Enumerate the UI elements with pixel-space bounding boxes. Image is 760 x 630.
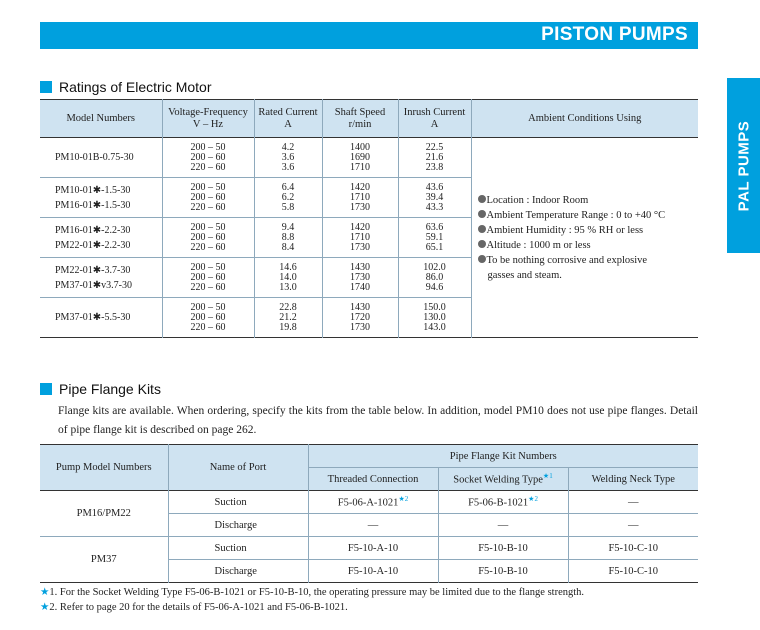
cell-value: 4.2 bbox=[281, 141, 295, 153]
cell-value: 200 – 50 bbox=[190, 261, 226, 273]
ambient-item bbox=[478, 193, 699, 208]
col-kit-numbers: Pipe Flange Kit Numbers bbox=[308, 445, 698, 468]
bullet-dot-icon bbox=[478, 210, 486, 218]
col-shaft-speed bbox=[322, 100, 398, 138]
side-tab-label: PAL PUMPS bbox=[735, 120, 752, 211]
model-number: PM37-01✱v3.7-30 bbox=[55, 279, 132, 291]
ambient-text: Ambient Temperature Range : 0 to +40 °C bbox=[486, 209, 666, 221]
speed-cell bbox=[322, 298, 398, 338]
inrush-cell bbox=[398, 138, 471, 178]
table-row bbox=[40, 138, 698, 178]
ambient-text: Altitude : 1000 m or less bbox=[486, 239, 591, 251]
inrush-cell bbox=[398, 218, 471, 258]
square-bullet-icon bbox=[40, 383, 52, 395]
neck-cell: F5-10-C-10 bbox=[568, 560, 698, 583]
cell-value: 1710 bbox=[350, 191, 370, 203]
flange-heading bbox=[40, 381, 161, 397]
model-number: PM16-01✱-2.2-30 bbox=[55, 224, 131, 236]
speed-cell bbox=[322, 218, 398, 258]
cell-value: 9.4 bbox=[281, 221, 295, 233]
neck-cell: F5-10-C-10 bbox=[568, 537, 698, 560]
neck-cell: — bbox=[568, 491, 698, 514]
cell-value: 200 – 60 bbox=[190, 151, 226, 163]
star-mark: ★ bbox=[398, 495, 405, 504]
cell-value: 200 – 50 bbox=[190, 141, 226, 153]
col-voltage-l1: Voltage-Frequency bbox=[168, 106, 248, 118]
model-cell bbox=[40, 298, 162, 338]
col-current-l2: A bbox=[284, 118, 292, 130]
star-mark: ★ bbox=[528, 495, 535, 504]
footnote bbox=[40, 600, 584, 615]
cell-value: 65.1 bbox=[425, 241, 444, 253]
col-inrush-l2: A bbox=[430, 118, 439, 130]
socket-cell: F5-10-B-10 bbox=[438, 537, 568, 560]
voltage-cell bbox=[162, 138, 254, 178]
cell-value: 200 – 60 bbox=[190, 231, 226, 243]
current-cell bbox=[254, 298, 322, 338]
cell-value: 3.6 bbox=[281, 151, 295, 163]
col-ambient: Ambient Conditions Using bbox=[471, 100, 698, 138]
ambient-item bbox=[478, 253, 699, 268]
footnote bbox=[40, 585, 584, 600]
ambient-text: To be nothing corrosive and explosive bbox=[486, 254, 648, 266]
pump-model-cell: PM16/PM22 bbox=[40, 491, 168, 537]
cell-value: 150.0 bbox=[423, 301, 446, 313]
cell-value: 220 – 60 bbox=[190, 281, 226, 293]
ratings-table bbox=[40, 99, 698, 338]
voltage-cell bbox=[162, 178, 254, 218]
inrush-cell bbox=[398, 258, 471, 298]
cell-value: F5-06-A-1021 bbox=[337, 497, 399, 509]
star-num: 1 bbox=[549, 472, 553, 481]
cell-value: 130.0 bbox=[423, 311, 446, 323]
star-note-icon bbox=[543, 472, 553, 480]
model-number: PM16-01✱-1.5-30 bbox=[55, 199, 131, 211]
cell-value: 1690 bbox=[350, 151, 370, 163]
bullet-dot-icon bbox=[478, 255, 486, 263]
port-cell: Discharge bbox=[168, 514, 308, 537]
cell-value: 23.8 bbox=[425, 161, 444, 173]
ambient-item bbox=[478, 238, 699, 253]
neck-cell: — bbox=[568, 514, 698, 537]
ambient-item bbox=[478, 268, 699, 283]
voltage-cell bbox=[162, 258, 254, 298]
inrush-cell bbox=[398, 298, 471, 338]
footnote-number: 1. bbox=[49, 587, 58, 598]
port-cell: Suction bbox=[168, 537, 308, 560]
model-number: PM22-01✱-3.7-30 bbox=[55, 264, 131, 276]
cell-value: 1730 bbox=[350, 271, 370, 283]
ambient-conditions-cell bbox=[471, 138, 698, 338]
model-cell bbox=[40, 178, 162, 218]
col-model-numbers: Model Numbers bbox=[40, 100, 162, 138]
cell-value: 143.0 bbox=[423, 321, 446, 333]
cell-value: 43.3 bbox=[425, 201, 444, 213]
flange-table bbox=[40, 444, 698, 583]
page-title: PISTON PUMPS bbox=[541, 24, 688, 45]
cell-value: 1710 bbox=[350, 231, 370, 243]
cell-value: 6.2 bbox=[281, 191, 295, 203]
model-number: PM22-01✱-2.2-30 bbox=[55, 239, 131, 251]
bullet-dot-icon bbox=[478, 225, 486, 233]
ratings-heading bbox=[40, 79, 212, 95]
side-tab bbox=[727, 78, 760, 253]
cell-value: 220 – 60 bbox=[190, 241, 226, 253]
cell-value: 86.0 bbox=[425, 271, 444, 283]
star-num: 2 bbox=[534, 495, 538, 504]
cell-value: 220 – 60 bbox=[190, 321, 226, 333]
model-cell bbox=[40, 138, 162, 178]
col-inrush-l1: Inrush Current bbox=[403, 106, 466, 118]
socket-cell: — bbox=[438, 514, 568, 537]
bullet-dot-icon bbox=[478, 240, 486, 248]
flange-header-row bbox=[40, 445, 698, 468]
col-port-name: Name of Port bbox=[168, 445, 308, 491]
col-current-l1: Rated Current bbox=[258, 106, 318, 118]
model-number: PM37-01✱-5.5-30 bbox=[55, 312, 131, 323]
current-cell bbox=[254, 258, 322, 298]
table-row bbox=[40, 537, 698, 560]
cell-value: 19.8 bbox=[279, 321, 297, 333]
cell-value: 8.4 bbox=[281, 241, 295, 253]
speed-cell bbox=[322, 138, 398, 178]
cell-value: 1740 bbox=[350, 281, 370, 293]
pump-model-cell: PM37 bbox=[40, 537, 168, 583]
cell-value: 22.5 bbox=[425, 141, 444, 153]
inrush-cell bbox=[398, 178, 471, 218]
star-note-icon: ★ bbox=[40, 602, 50, 613]
cell-value: 59.1 bbox=[425, 231, 444, 243]
footnote-text: For the Socket Welding Type F5-06-B-1021 or F5-10-B-10, the operating pressure may be limited due to the flange strength. bbox=[59, 587, 585, 598]
cell-value: 14.6 bbox=[279, 261, 297, 273]
cell-value: 8.8 bbox=[281, 231, 295, 243]
ratings-heading-text: Ratings of Electric Motor bbox=[59, 79, 212, 95]
cell-value: 200 – 50 bbox=[190, 221, 226, 233]
ambient-item bbox=[478, 208, 699, 223]
cell-value: 200 – 50 bbox=[190, 181, 226, 193]
speed-cell bbox=[322, 258, 398, 298]
cell-value: 13.0 bbox=[279, 281, 297, 293]
ambient-text: gasses and steam. bbox=[487, 269, 562, 281]
col-speed-l2: r/min bbox=[348, 118, 372, 130]
cell-value: 22.8 bbox=[279, 301, 297, 313]
port-cell: Suction bbox=[168, 491, 308, 514]
speed-cell bbox=[322, 178, 398, 218]
cell-value: 200 – 60 bbox=[190, 271, 226, 283]
cell-value: 1720 bbox=[350, 311, 370, 323]
bullet-dot-icon bbox=[478, 195, 486, 203]
star-num: 2 bbox=[404, 495, 409, 504]
cell-value: 14.0 bbox=[279, 271, 297, 283]
star-note-icon bbox=[398, 495, 408, 503]
threaded-cell: F5-10-A-10 bbox=[308, 560, 438, 583]
col-rated-current bbox=[254, 100, 322, 138]
col-threaded: Threaded Connection bbox=[308, 468, 438, 491]
col-socket-label: Socket Welding Type bbox=[453, 474, 543, 486]
socket-cell bbox=[438, 491, 568, 514]
cell-value: 1430 bbox=[350, 261, 370, 273]
current-cell bbox=[254, 218, 322, 258]
current-cell bbox=[254, 178, 322, 218]
cell-value: 200 – 60 bbox=[190, 191, 226, 203]
cell-value: 94.6 bbox=[425, 281, 444, 293]
ratings-header-row bbox=[40, 100, 698, 138]
square-bullet-icon bbox=[40, 81, 52, 93]
col-socket bbox=[438, 468, 568, 491]
ambient-item bbox=[478, 223, 699, 238]
model-number: PM10-01B-0.75-30 bbox=[55, 152, 134, 163]
port-cell: Discharge bbox=[168, 560, 308, 583]
col-welding-neck: Welding Neck Type bbox=[568, 468, 698, 491]
footnotes bbox=[40, 585, 584, 615]
ambient-text: Ambient Humidity : 95 % RH or less bbox=[486, 224, 644, 236]
footnote-number: 2. bbox=[49, 602, 58, 613]
current-cell bbox=[254, 138, 322, 178]
cell-value: 200 – 50 bbox=[190, 301, 226, 313]
cell-value: 39.4 bbox=[425, 191, 444, 203]
cell-value: 1730 bbox=[350, 201, 370, 213]
col-pump-model: Pump Model Numbers bbox=[40, 445, 168, 491]
star-note-icon bbox=[528, 495, 538, 503]
cell-value: 220 – 60 bbox=[190, 201, 226, 213]
cell-value: 1420 bbox=[350, 221, 370, 233]
cell-value: 63.6 bbox=[425, 221, 444, 233]
cell-value: 102.0 bbox=[423, 261, 446, 273]
cell-value: 43.6 bbox=[425, 181, 444, 193]
cell-value: 1400 bbox=[350, 141, 370, 153]
cell-value: 3.6 bbox=[281, 161, 295, 173]
cell-value: 220 – 60 bbox=[190, 161, 226, 173]
cell-value: 1730 bbox=[350, 321, 370, 333]
col-speed-l1: Shaft Speed bbox=[334, 106, 386, 118]
model-number: PM10-01✱-1.5-30 bbox=[55, 184, 131, 196]
model-cell bbox=[40, 258, 162, 298]
cell-value: F5-06-B-1021 bbox=[468, 497, 529, 509]
socket-cell: F5-10-B-10 bbox=[438, 560, 568, 583]
voltage-cell bbox=[162, 218, 254, 258]
cell-value: 21.2 bbox=[279, 311, 297, 323]
cell-value: 1430 bbox=[350, 301, 370, 313]
page-header-bar bbox=[40, 22, 698, 49]
ambient-text: Location : Indoor Room bbox=[486, 194, 589, 206]
voltage-cell bbox=[162, 298, 254, 338]
cell-value: 1730 bbox=[350, 241, 370, 253]
footnote-text: Refer to page 20 for the details of F5-06-A-1021 and F5-06-B-1021. bbox=[59, 602, 348, 613]
flange-heading-text: Pipe Flange Kits bbox=[59, 381, 161, 397]
cell-value: 1710 bbox=[350, 161, 370, 173]
col-voltage bbox=[162, 100, 254, 138]
star-note-icon: ★ bbox=[40, 587, 50, 598]
table-row bbox=[40, 491, 698, 514]
col-inrush-current bbox=[398, 100, 471, 138]
threaded-cell: — bbox=[308, 514, 438, 537]
cell-value: 6.4 bbox=[281, 181, 295, 193]
cell-value: 5.8 bbox=[281, 201, 295, 213]
model-cell bbox=[40, 218, 162, 258]
cell-value: 21.6 bbox=[425, 151, 444, 163]
col-voltage-l2: V – Hz bbox=[192, 118, 224, 130]
flange-description: Flange kits are available. When ordering, specify the kits from the table below. In addition, model PM10 does not use pipe flanges. Detail of pipe flange kit is described on page 262. bbox=[58, 405, 698, 436]
cell-value: 1420 bbox=[350, 181, 370, 193]
ratings-body bbox=[40, 138, 698, 338]
threaded-cell: F5-10-A-10 bbox=[308, 537, 438, 560]
cell-value: 200 – 60 bbox=[190, 311, 226, 323]
star-mark: ★ bbox=[542, 472, 550, 481]
threaded-cell bbox=[308, 491, 438, 514]
